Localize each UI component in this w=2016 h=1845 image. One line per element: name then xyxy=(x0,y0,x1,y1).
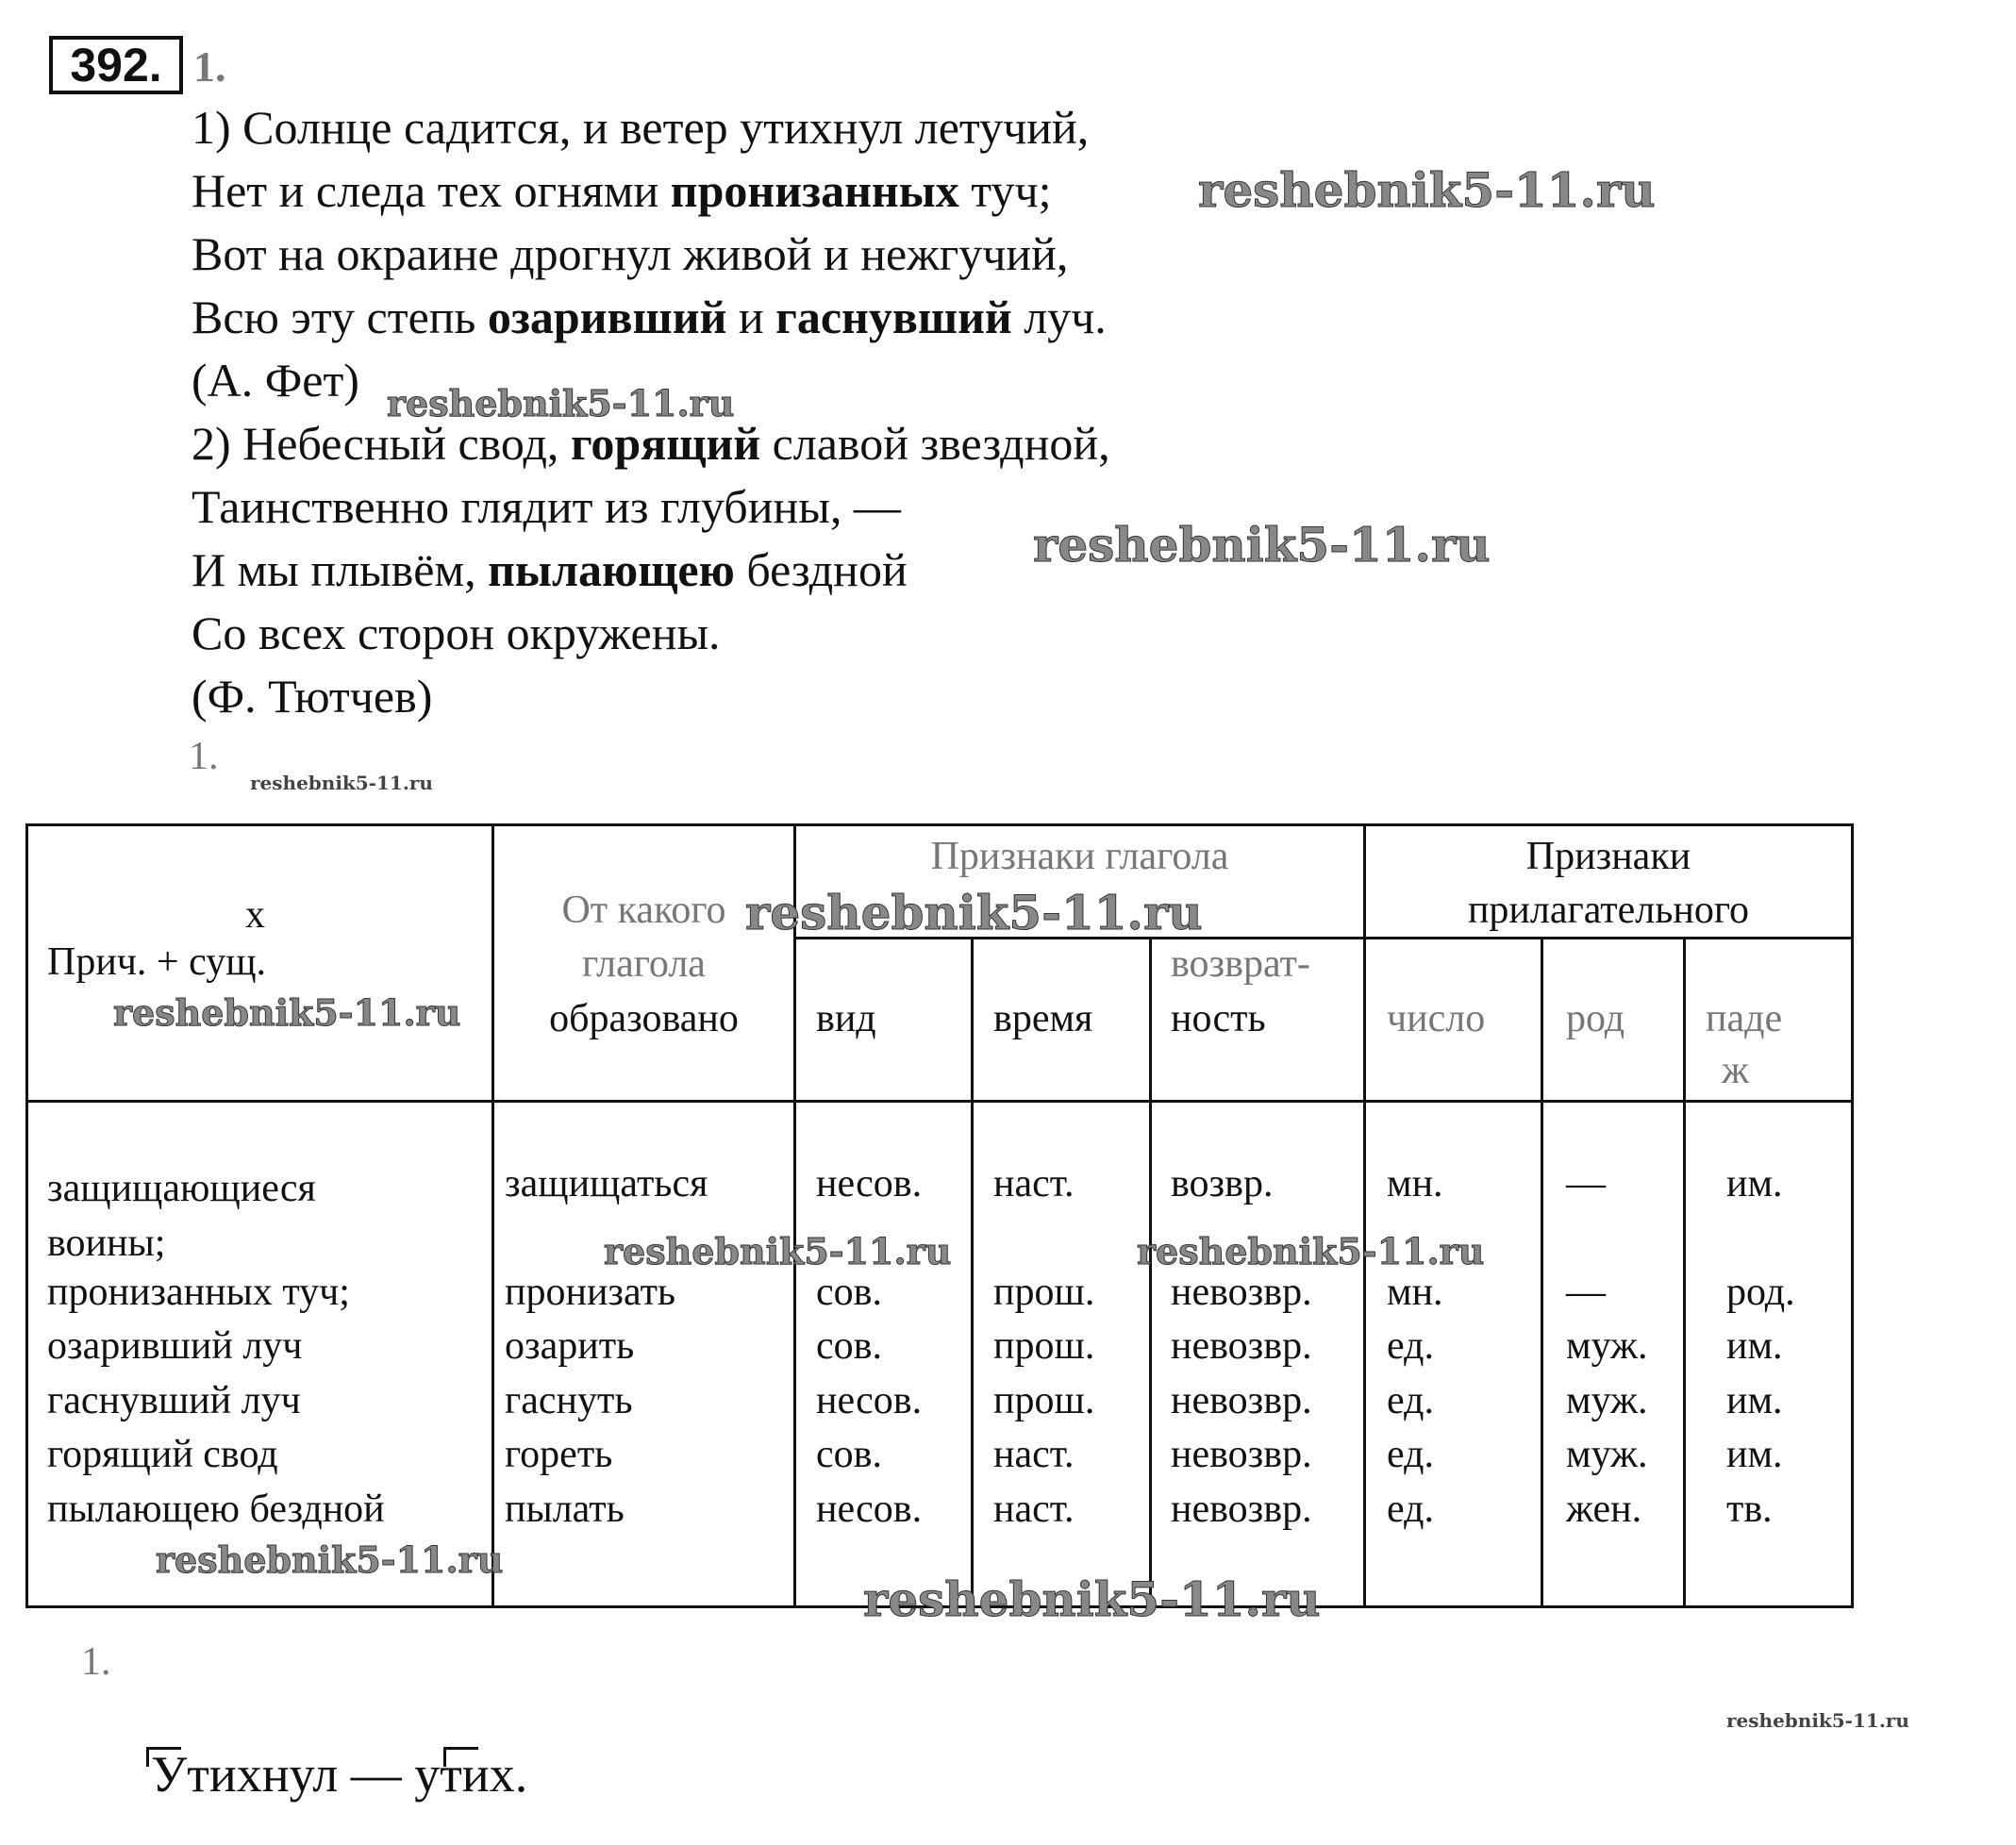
exercise-number: 392. xyxy=(49,36,183,94)
cell-verb: гаснуть xyxy=(505,1379,633,1422)
poem-text: и xyxy=(726,291,776,343)
cell-vozvrat: невозвр. xyxy=(1171,1271,1312,1314)
cell-vremya: наст. xyxy=(993,1488,1075,1531)
cell-vozvrat: невозвр. xyxy=(1171,1379,1312,1422)
highlighted-participle: гаснувший xyxy=(775,291,1012,343)
cell-verb: озарить xyxy=(505,1324,635,1368)
cell-vid: сов. xyxy=(816,1324,882,1368)
participle-table xyxy=(25,823,1854,1627)
header-vremya: время xyxy=(993,997,1093,1040)
poem-text: 2) Небесный свод, xyxy=(192,417,571,470)
suffix-mark xyxy=(443,1747,478,1767)
cell-verb: пылать xyxy=(505,1488,625,1531)
cell-vremya: наст. xyxy=(993,1433,1075,1476)
cell-vid: сов. xyxy=(816,1433,882,1476)
poem-line xyxy=(192,352,359,408)
cell-phrase: пронизанных туч; xyxy=(47,1271,350,1314)
cell-rod: муж. xyxy=(1566,1379,1648,1422)
poem-line xyxy=(192,478,901,535)
highlighted-participle: пронизанных xyxy=(670,164,959,217)
cell-padezh: тв. xyxy=(1726,1488,1773,1531)
bottom-text: Утихнул — утих. xyxy=(151,1746,528,1803)
poem-text: славой звездной, xyxy=(760,417,1110,470)
header-verb-origin-2: глагола xyxy=(582,942,706,986)
cell-chislo: ед. xyxy=(1387,1488,1434,1531)
cell-verb: пронизать xyxy=(505,1271,676,1314)
poem-text: луч. xyxy=(1011,291,1107,343)
header-verb-origin-3: образовано xyxy=(549,997,739,1040)
cell-phrase: горящий свод xyxy=(47,1433,278,1476)
poem-text: Со всех сторон окружены. xyxy=(192,607,721,659)
cell-rod: — xyxy=(1566,1162,1606,1205)
suffix-mark xyxy=(146,1747,181,1767)
poem-text: Всю эту степь xyxy=(192,291,488,343)
cell-phrase: гаснувший луч xyxy=(47,1379,301,1422)
highlighted-participle: пылающею xyxy=(488,543,735,596)
cell-verb: защищаться xyxy=(505,1162,708,1205)
poem-text: И мы плывём, xyxy=(192,543,489,596)
cell-vozvrat: возвр. xyxy=(1171,1162,1274,1205)
poem-line xyxy=(192,162,1051,219)
watermark: reshebnik5-11.ru xyxy=(113,991,461,1034)
header-padezh-2: ж xyxy=(1722,1049,1750,1092)
cell-rod: жен. xyxy=(1566,1488,1642,1531)
cell-chislo: мн. xyxy=(1387,1271,1443,1314)
cell-vozvrat: невозвр. xyxy=(1171,1488,1312,1531)
watermark: reshebnik5-11.ru xyxy=(1726,1709,1909,1732)
header-verb-origin-1: От какого xyxy=(561,889,726,932)
poem-line xyxy=(192,668,432,724)
cell-chislo: ед. xyxy=(1387,1433,1434,1476)
cell-vid: несов. xyxy=(816,1488,923,1531)
cell-vremya: прош. xyxy=(993,1379,1095,1422)
poem-text: Нет и следа тех огнями xyxy=(192,164,671,217)
poem-text: Вот на окраине дрогнул живой и нежгучий, xyxy=(192,227,1069,280)
header-vozvrat-2: ность xyxy=(1171,997,1266,1040)
cell-vremya: прош. xyxy=(993,1271,1095,1314)
cell-phrase: озаривший луч xyxy=(47,1324,303,1368)
table-label: 1. xyxy=(189,735,219,778)
cell-chislo: ед. xyxy=(1387,1379,1434,1422)
cell-vremya: наст. xyxy=(993,1162,1075,1205)
watermark: reshebnik5-11.ru xyxy=(604,1230,952,1272)
poem-line xyxy=(192,605,721,661)
poem-line xyxy=(192,225,1068,282)
header-vid: вид xyxy=(816,997,876,1040)
header-adj-group-2: прилагательного xyxy=(1467,889,1750,932)
header-verb-group: Признаки глагола xyxy=(930,835,1229,878)
watermark: reshebnik5-11.ru xyxy=(156,1538,504,1581)
watermark: reshebnik5-11.ru xyxy=(863,1571,1321,1627)
cell-padezh: род. xyxy=(1726,1271,1795,1314)
watermark: reshebnik5-11.ru xyxy=(1033,517,1491,573)
cell-vremya: прош. xyxy=(993,1324,1095,1368)
poem-text: туч; xyxy=(958,164,1052,217)
header-phrase: Прич. + сущ. xyxy=(47,940,267,984)
watermark: reshebnik5-11.ru xyxy=(250,772,433,794)
highlighted-participle: озаривший xyxy=(487,291,727,343)
cell-phrase: защищающиеся воины; xyxy=(47,1167,316,1265)
cell-padezh: им. xyxy=(1726,1324,1783,1368)
cell-vozvrat: невозвр. xyxy=(1171,1433,1312,1476)
header-chislo: число xyxy=(1387,997,1486,1040)
poem-line xyxy=(192,289,1107,345)
watermark: reshebnik5-11.ru xyxy=(387,382,735,424)
cell-chislo: ед. xyxy=(1387,1324,1434,1368)
poem-text: 1) Солнце садится, и ветер утихнул летучий, xyxy=(192,101,1090,154)
poem-text: (А. Фет) xyxy=(192,354,359,407)
bottom-label: 1. xyxy=(81,1640,111,1684)
poem-text: Таинственно глядит из глубины, — xyxy=(192,480,901,533)
cell-vid: сов. xyxy=(816,1271,882,1314)
header-padezh-1: паде xyxy=(1706,997,1783,1040)
poem-line xyxy=(192,99,1089,156)
poem-text: (Ф. Тютчев) xyxy=(192,670,433,723)
cell-phrase: пылающею бездной xyxy=(47,1488,385,1531)
cell-vozvrat: невозвр. xyxy=(1171,1324,1312,1368)
header-x-mark: х xyxy=(245,893,265,937)
cell-rod: муж. xyxy=(1566,1433,1648,1476)
watermark: reshebnik5-11.ru xyxy=(745,885,1203,940)
poem-line xyxy=(192,541,908,598)
cell-vid: несов. xyxy=(816,1379,923,1422)
cell-padezh: им. xyxy=(1726,1379,1783,1422)
watermark: reshebnik5-11.ru xyxy=(1198,162,1656,218)
cell-vid: несов. xyxy=(816,1162,923,1205)
cell-padezh: им. xyxy=(1726,1433,1783,1476)
poem-text: бездной xyxy=(734,543,908,596)
header-adj-group-1: Признаки xyxy=(1525,835,1691,878)
cell-padezh: им. xyxy=(1726,1162,1783,1205)
cell-rod: — xyxy=(1566,1271,1606,1314)
cell-rod: муж. xyxy=(1566,1324,1648,1368)
header-rod: род xyxy=(1566,997,1625,1040)
highlighted-participle: горящий xyxy=(570,417,761,470)
cell-verb: гореть xyxy=(505,1433,613,1476)
cell-chislo: мн. xyxy=(1387,1162,1443,1205)
section-label: 1. xyxy=(193,42,226,91)
watermark: reshebnik5-11.ru xyxy=(1137,1230,1485,1272)
header-vozvrat-1: возврат- xyxy=(1171,942,1310,986)
